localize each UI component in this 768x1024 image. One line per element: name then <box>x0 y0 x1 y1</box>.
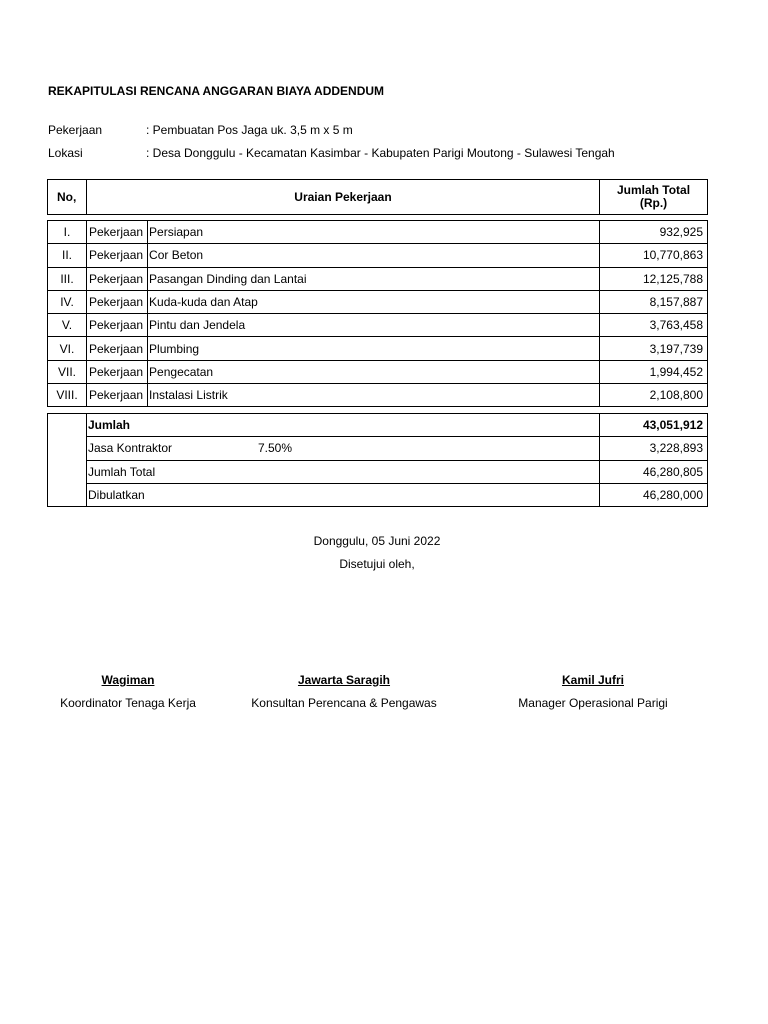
jasa-value: 3,228,893 <box>600 437 708 460</box>
total-value: 46,280,805 <box>600 460 708 483</box>
row-no: V. <box>48 314 87 337</box>
row-prefix: Pekerjaan <box>87 384 148 407</box>
jumlah-value: 43,051,912 <box>600 414 708 437</box>
row-value: 3,763,458 <box>600 314 708 337</box>
row-name: Cor Beton <box>148 244 600 267</box>
header-jumlah-line1: Jumlah Total <box>616 183 691 197</box>
summary-spacer <box>48 483 87 506</box>
signatory-role-3: Manager Operasional Parigi <box>518 696 668 710</box>
jasa-label: Jasa Kontraktor <box>88 441 173 456</box>
table-header <box>47 179 708 215</box>
row-prefix: Pekerjaan <box>87 290 148 313</box>
row-no: VIII. <box>48 384 87 407</box>
signatory-role-2: Konsultan Perencana & Pengawas <box>251 696 437 710</box>
summary-table <box>47 413 708 507</box>
approved-by-label: Disetujui oleh, <box>339 557 415 571</box>
summary-row-jasa <box>48 437 708 460</box>
header-no: No, <box>48 180 87 215</box>
row-prefix: Pekerjaan <box>87 337 148 360</box>
lokasi-value: : Desa Donggulu - Kecamatan Kasimbar - Kabupaten Parigi Moutong - Sulawesi Tengah <box>146 146 615 160</box>
dibulatkan-label: Dibulatkan <box>87 483 600 506</box>
lokasi-label: Lokasi <box>48 146 83 160</box>
signatory-name-2: Jawarta Saragih <box>297 673 391 687</box>
row-prefix: Pekerjaan <box>87 267 148 290</box>
summary-spacer <box>48 437 87 460</box>
header-jumlah-total <box>600 180 708 215</box>
summary-spacer <box>48 414 87 437</box>
row-name: Pintu dan Jendela <box>148 314 600 337</box>
table-row <box>48 314 708 337</box>
summary-row-dibulatkan <box>48 483 708 506</box>
table-row <box>48 267 708 290</box>
jasa-cell <box>87 437 600 460</box>
row-no: II. <box>48 244 87 267</box>
jumlah-label: Jumlah <box>87 414 600 437</box>
summary-row-total <box>48 460 708 483</box>
row-prefix: Pekerjaan <box>87 244 148 267</box>
row-prefix: Pekerjaan <box>87 360 148 383</box>
items-table <box>47 220 708 407</box>
row-name: Pasangan Dinding dan Lantai <box>148 267 600 290</box>
row-no: VII. <box>48 360 87 383</box>
pekerjaan-label: Pekerjaan <box>48 123 103 137</box>
signatory-name-3: Kamil Jufri <box>561 673 624 687</box>
row-value: 3,197,739 <box>600 337 708 360</box>
table-row <box>48 337 708 360</box>
row-name: Instalasi Listrik <box>148 384 600 407</box>
row-prefix: Pekerjaan <box>87 221 148 244</box>
row-value: 1,994,452 <box>600 360 708 383</box>
table-row <box>48 244 708 267</box>
row-name: Plumbing <box>148 337 600 360</box>
row-no: VI. <box>48 337 87 360</box>
signatory-name-1: Wagiman <box>101 673 155 687</box>
header-jumlah-line2: (Rp.) <box>639 196 668 210</box>
summary-row-jumlah <box>48 414 708 437</box>
row-prefix: Pekerjaan <box>87 314 148 337</box>
table-row <box>48 221 708 244</box>
place-date: Donggulu, 05 Juni 2022 <box>313 534 441 548</box>
jasa-percent: 7.50% <box>258 441 293 456</box>
row-name: Persiapan <box>148 221 600 244</box>
table-row <box>48 384 708 407</box>
table-row <box>48 290 708 313</box>
row-no: III. <box>48 267 87 290</box>
row-value: 12,125,788 <box>600 267 708 290</box>
header-uraian: Uraian Pekerjaan <box>87 180 600 215</box>
signatory-role-1: Koordinator Tenaga Kerja <box>60 696 196 710</box>
row-value: 8,157,887 <box>600 290 708 313</box>
document-title: REKAPITULASI RENCANA ANGGARAN BIAYA ADDENDUM <box>48 84 385 98</box>
row-value: 10,770,863 <box>600 244 708 267</box>
row-value: 2,108,800 <box>600 384 708 407</box>
row-no: IV. <box>48 290 87 313</box>
pekerjaan-value: : Pembuatan Pos Jaga uk. 3,5 m x 5 m <box>146 123 353 137</box>
row-value: 932,925 <box>600 221 708 244</box>
dibulatkan-value: 46,280,000 <box>600 483 708 506</box>
row-name: Kuda-kuda dan Atap <box>148 290 600 313</box>
row-name: Pengecatan <box>148 360 600 383</box>
summary-spacer <box>48 460 87 483</box>
row-no: I. <box>48 221 87 244</box>
table-row <box>48 360 708 383</box>
total-label: Jumlah Total <box>87 460 600 483</box>
